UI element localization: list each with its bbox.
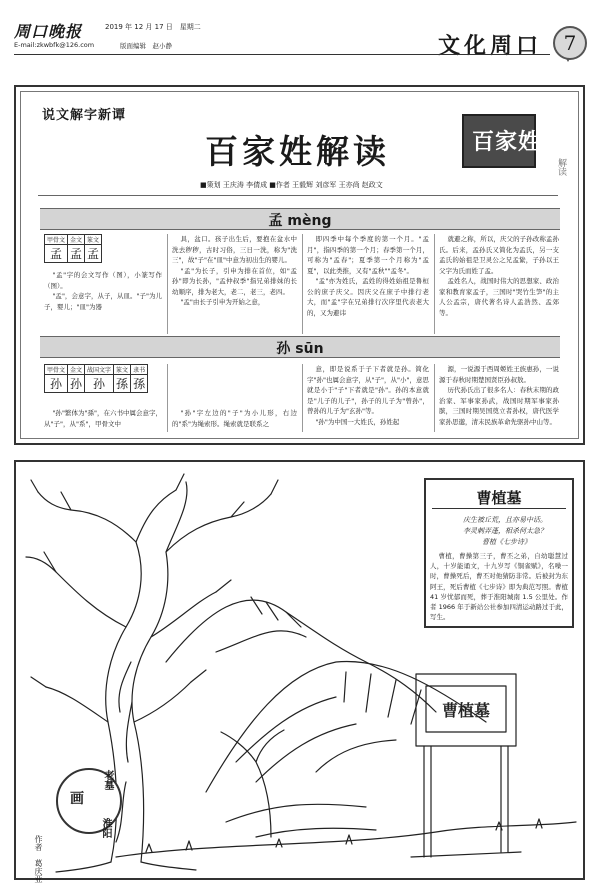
tree-trunk — [132, 552, 168, 862]
paragraph: 意，即是说系于子下者就是孙。简化字"孙"也属会意字，从"子"，从"小"，意思就是小于"子"下者就是"孙"。孙的本意就是"儿子的儿子"，孙子的儿子为"曾孙"，曾孙的儿子为"玄孙"等。 — [307, 365, 429, 415]
column-divider — [434, 234, 435, 334]
tree-roots — [56, 862, 196, 872]
sun-glyph: 孙 — [68, 375, 85, 393]
monument-base — [411, 852, 521, 857]
sun-glyph: 孙 — [85, 375, 114, 393]
meng-column-2 — [172, 234, 297, 308]
column-label: 说文解字新谭 — [42, 108, 127, 123]
sun-column-2 — [172, 408, 297, 429]
column-logo-text: 百家姓 — [472, 129, 542, 155]
paragraph: "孟"为长子，引申为排在首位，如"孟孙"即为长孙，"孟仲叔季"指兄弟排妹的长幼顺序，排为老大，老二，老三，老四。 — [172, 266, 297, 296]
header-divider — [14, 54, 550, 55]
poem-line: 李灵刺弄蓬，相杀何太急？ — [463, 527, 547, 535]
seal-text: 画 — [70, 791, 84, 807]
mountain-ridge — [216, 631, 306, 652]
poem-line: 庆生被丘荒，且亦易中话。 — [463, 516, 547, 524]
tree-branch — [38, 490, 176, 542]
section-title: 文化周口 — [438, 33, 543, 59]
sun-table-header: 篆文 — [114, 365, 131, 375]
meng-glyph: 孟 — [68, 245, 85, 263]
meng-table-header: 篆文 — [85, 235, 102, 245]
paragraph: "孙"字左边的"子"为小儿形，右边的"系"为绳索形。绳索就是联系之 — [172, 409, 297, 428]
meng-column-1 — [44, 270, 162, 312]
grass — [146, 819, 542, 852]
feature-title: 百家姓解读 — [205, 132, 390, 171]
meng-heading: 孟 mèng — [268, 213, 332, 229]
meng-table-header: 甲骨文 — [45, 235, 68, 245]
meng-column-3 — [307, 234, 429, 318]
column-divider — [434, 364, 435, 432]
sun-column-1 — [44, 408, 162, 429]
email-address: E-mail:zkwbfk@126.com — [14, 41, 95, 49]
sun-column-4 — [439, 364, 559, 427]
credits-line: ■策划 王庆涛 李倩成 ■作者 王毅辉 刘彦军 王亦尚 赵政文 — [200, 181, 383, 189]
meng-glyph: 孟 — [45, 245, 68, 263]
sun-glyph: 孙 — [45, 375, 68, 393]
newspaper-masthead: 周口晚报 — [14, 22, 83, 41]
meng-table-header: 金文 — [68, 235, 85, 245]
sun-table-header: 隶书 — [131, 365, 148, 375]
card-divider — [432, 508, 566, 509]
page-number-badge: 7 — [553, 26, 587, 60]
paragraph: 即四季中每个季度的第一个月。"孟月"，指四季的第一个月；春季第一个月，可称为"孟春"；夏季第一个月称为"孟夏"，以此类推，又有"孟秋""孟冬"。 — [307, 235, 429, 275]
page-editor: 版面编辑 赵小静 — [120, 42, 172, 50]
tomb-mound-shading — [344, 672, 421, 724]
sun-glyph: 孫 — [131, 375, 148, 393]
ground-line — [116, 822, 576, 857]
column-divider — [167, 234, 168, 334]
painter-credit: 作者 葛庆亚 — [34, 835, 43, 883]
sun-glyph: 孫 — [114, 375, 131, 393]
column-divider — [302, 364, 303, 432]
sun-heading: 孙 sūn — [276, 341, 324, 357]
tree-twigs — [31, 474, 278, 687]
meng-script-table — [44, 234, 102, 263]
paragraph: "孟"字的会文写作（图），小篆写作（图）。 — [44, 271, 162, 290]
tree-branch — [166, 482, 271, 552]
paragraph: 孟姓名人，战国时伟大的思想家、政治家和教育家孟子，三国时"哭竹生笋"的主人公孟宗，唐代著名诗人孟浩然、孟郊等。 — [439, 277, 559, 317]
column-divider — [167, 364, 168, 432]
paragraph: "孟"由长子引申为开始之意， — [180, 298, 265, 306]
meng-glyph: 孟 — [85, 245, 102, 263]
mountain-ridge — [251, 597, 301, 627]
credits-divider — [38, 195, 558, 196]
column-logo-subtitle: 解读 — [556, 158, 566, 176]
tomb-mound-shading — [236, 697, 396, 782]
paragraph: 源，一说源于西周姬姓王族惠孙，一说源于春秋时期楚国贤臣孙叔敖。 — [439, 365, 559, 384]
sun-script-table — [44, 364, 148, 393]
ground-shading — [226, 804, 376, 837]
seal-text: 淮阳 — [100, 818, 111, 838]
meng-column-4 — [439, 234, 559, 318]
paragraph: 历代孙氏出了很多名人：春秋末期的政治家、军事家孙武，战国时期军事家孙膑，三国时期吴国奠立者孙权，唐代医学家孙思邈，清末民族革命先驱孙中山等。 — [439, 386, 559, 426]
sun-column-3 — [307, 364, 429, 427]
paragraph: "孙"为中国一大姓氏，孙姓起 — [315, 417, 400, 426]
seal-text: 老墓 — [102, 770, 113, 790]
dateline: 2019 年 12 月 17 日 星期二 — [105, 23, 201, 31]
paragraph: "孙"繁体为"孫"，在六书中属会意字，从"子"，从"系"，甲骨文中 — [44, 409, 162, 428]
paragraph: "孟"亦为姓氏，孟姓的得姓始祖是鲁桓公的庶子庆父。因庆父在庶子中排行老大，而"孟"字在兄弟排行次序里代表老大的，又为避讳 — [307, 277, 429, 317]
card-body-text: 曹植，曹操第三子，曹丕之弟，自幼聪慧过人，十岁能诵文，十九岁写《铜雀赋》，名噪一时，曹操死后，曹丕对他猜防非常。后被封为东阿王，死后曹植《七步诗》即为典范写照。曹植 41 岁忧郁而死，葬于淮阳城南 1.5 公里处。作者 1966 年于新站公社参加四清运动路过于此，写生。 — [430, 552, 568, 622]
paragraph: 具，盆口。孩子出生后，要抱在盆水中洗去秽秽，古时习俗，三日一洗，称为"洗三"，故"子"在"皿"中意为初出生的婴儿。 — [172, 235, 297, 264]
monument-inscription: 曹植墓 — [441, 701, 491, 720]
mountain-ridge — [166, 600, 436, 712]
card-title: 曹植墓 — [476, 489, 522, 507]
sun-table-header: 甲骨文 — [45, 365, 68, 375]
column-divider — [302, 234, 303, 334]
paragraph: "孟"，会意字，从子，从皿。"子"为儿子，婴儿；"皿"为器 — [44, 292, 162, 311]
sun-table-header: 金文 — [68, 365, 85, 375]
sun-table-header: 战国文字 — [85, 365, 114, 375]
paragraph: 就避之称，所以，庆父的子孙改称孟孙氏。后来，孟孙氏又简化为孟氏，另一支孟氏的始祖是卫灵公之兄孟絷，子孙以王父字为氏而姓了孟。 — [439, 235, 559, 275]
poem-source: 曹植《七步诗》 — [482, 538, 531, 546]
monument-posts — [424, 746, 508, 857]
